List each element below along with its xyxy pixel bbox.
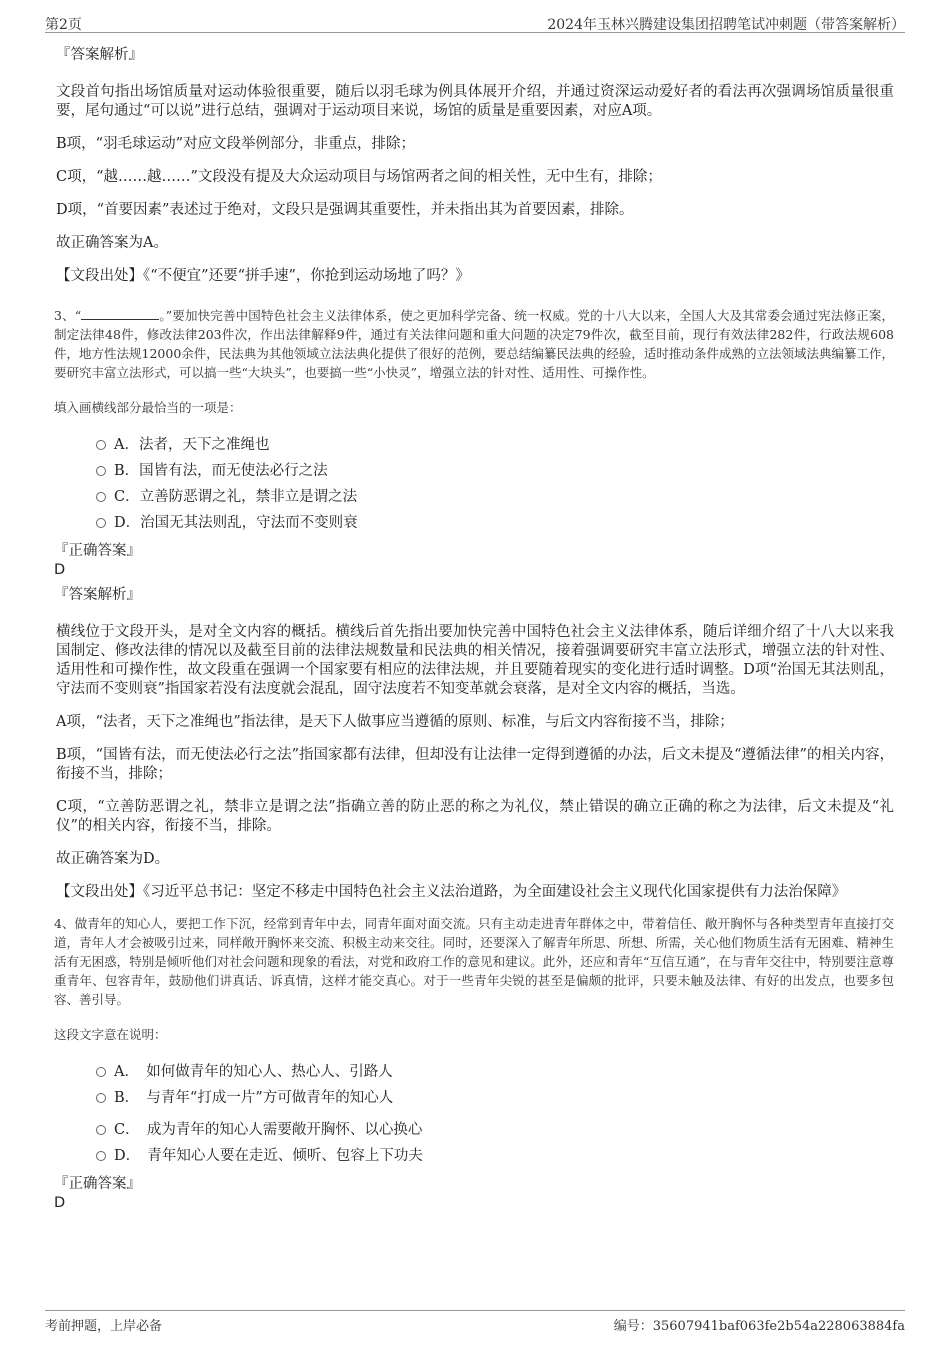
footer-slogan: 考前押题，上岸必备 bbox=[45, 1319, 163, 1334]
q4-option-d[interactable]: D． 青年知心人要在走近、倾听、包容上下功夫 bbox=[96, 1143, 894, 1169]
page-footer bbox=[45, 1310, 905, 1333]
q4-prompt: 这段文字意在说明： bbox=[54, 1027, 167, 1042]
q3-source: 【文段出处】《习近平总书记：坚定不移走中国特色社会主义法治道路，为全面建设社会主义现代化国家提供有力法治保障》 bbox=[56, 884, 847, 900]
q3-option-a[interactable]: A．法者，天下之准绳也 bbox=[96, 432, 894, 458]
radio-icon[interactable] bbox=[96, 518, 106, 528]
q3-option-c[interactable]: C．立善防恶谓之礼，禁非立是谓之法 bbox=[96, 484, 894, 510]
radio-icon[interactable] bbox=[96, 1093, 106, 1103]
q4-answer: D bbox=[54, 1195, 66, 1211]
q4-option-b[interactable]: B． 与青年“打成一片”方可做青年的知心人 bbox=[96, 1085, 894, 1111]
q3-option-b[interactable]: B．国皆有法，而无使法必行之法 bbox=[96, 458, 894, 484]
q4-option-c[interactable]: C． 成为青年的知心人需要敞开胸怀、以心换心 bbox=[96, 1117, 894, 1143]
q4-option-a[interactable]: A． 如何做青年的知心人、热心人、引路人 bbox=[96, 1059, 894, 1085]
q3-answer: D bbox=[54, 562, 66, 578]
radio-icon[interactable] bbox=[96, 492, 106, 502]
radio-icon[interactable] bbox=[96, 1125, 106, 1135]
q3-options bbox=[96, 432, 894, 536]
q2-analysis-d: D项，“首要因素”表述过于绝对，文段只是强调其重要性，并未指出其为首要因素，排除。 bbox=[56, 202, 634, 218]
q3-analysis-c: C项，“立善防恶谓之礼，禁非立是谓之法”指确立善的防止恶的称之为礼仪，禁止错误的确立正确的称之为法律，后文未提及“礼仪”的相关内容，衔接不当，排除。 bbox=[56, 799, 894, 834]
q2-conclusion: 故正确答案为A。 bbox=[56, 235, 168, 251]
document-body bbox=[56, 46, 894, 1213]
q3-analysis-b: B项，“国皆有法，而无使法必行之法”指国家都有法律，但却没有让法律一定得到遵循的办法，后文未提及“遵循法律”的相关内容，衔接不当，排除； bbox=[56, 747, 894, 782]
document-title: 2024年玉林兴腾建设集团招聘笔试冲刺题（带答案解析） bbox=[547, 17, 905, 33]
q3-analysis-label: 『答案解析』 bbox=[54, 587, 141, 603]
radio-icon[interactable] bbox=[96, 1067, 106, 1077]
q2-analysis-b: B项，“羽毛球运动”对应文段举例部分，非重点，排除； bbox=[56, 136, 415, 152]
q2-analysis-c: C项，“越……越……”文段没有提及大众运动项目与场馆两者之间的相关性，无中生有，排除； bbox=[56, 169, 662, 185]
q3-analysis-main: 横线位于文段开头，是对全文内容的概括。横线后首先指出要加快完善中国特色社会主义法律体系，随后详细介绍了十八大以来我国制定、修改法律的情况以及截至目前的法律法规数量和民法典的相关情况，接着强调要研究丰富立法形式，增强立法的针对性、适用性和可操作性，故文段重在强调一个国家要有相应的法律法规，并且要随着现实的变化进行适时调整。D项“治国无其法则乱，守法而不变则衰”指国家若没有法度就会混乱，固守法度若不知变革就会衰落，是对全文内容的概括，当选。 bbox=[56, 624, 894, 697]
footer-id: 编号：35607941baf063fe2b54a228063884fa bbox=[613, 1319, 905, 1334]
q3-analysis-a: A项，“法者，天下之准绳也”指法律，是天下人做事应当遵循的原则、标准，与后文内容衔接不当，排除； bbox=[56, 714, 734, 730]
q2-source: 【文段出处】《“不便宜”还要“拼手速”，你抢到运动场地了吗？》 bbox=[56, 268, 470, 284]
q3-prompt: 填入画横线部分最恰当的一项是： bbox=[54, 400, 242, 415]
q3-answer-label: 『正确答案』 bbox=[54, 543, 141, 559]
q3-stem: 3、“ 。”要加快完善中国特色社会主义法律体系，使之更加科学完备、统一权威。党的十八大以来，全国人大及其常委会通过宪法修正案，制定法律48件，修改法律203件次，作出法律解释9件，通过有关法律问题和重大问题的决定79件次，截至目前，现行有效法律282件，行政法规608件，地方性法规12000余件，民法典为其他领域立法法典化提供了很好的范例，要总结编纂民法典的经验，适时推动条件成熟的立法领域法典编纂工作，要研究丰富立法形式，可以搞一些“大块头”，也要搞一些“小快灵”，增强立法的针对性、适用性、可操作性。 bbox=[54, 308, 894, 380]
q2-analysis-label: 『答案解析』 bbox=[56, 47, 143, 63]
radio-icon[interactable] bbox=[96, 1151, 106, 1161]
page-header bbox=[45, 12, 905, 33]
q2-analysis-main: 文段首句指出场馆质量对运动体验很重要，随后以羽毛球为例具体展开介绍，并通过资深运动爱好者的看法再次强调场馆质量很重要，尾句通过“可以说”进行总结，强调对于运动项目来说，场馆的质量是重要因素，对应A项。 bbox=[56, 84, 894, 119]
q3-conclusion: 故正确答案为D。 bbox=[56, 851, 170, 867]
q3-option-d[interactable]: D．治国无其法则乱，守法而不变则衰 bbox=[96, 510, 894, 536]
page-number: 第2页 bbox=[45, 17, 82, 33]
q4-options bbox=[96, 1059, 894, 1169]
q4-answer-label: 『正确答案』 bbox=[54, 1176, 141, 1192]
q4-stem: 4、做青年的知心人，要把工作下沉，经常到青年中去，同青年面对面交流。只有主动走进青年群体之中，带着信任、敞开胸怀与各种类型青年直接打交道，青年人才会被吸引过来，同样敞开胸怀来交流、积极主动来交往。同时，还要深入了解青年所思、所想、所需，关心他们物质生活有无困难、精神生活有无困惑，特别是倾听他们对社会问题和现象的看法，对党和政府工作的意见和建议。此外，还应和青年“互信互通”，在与青年交往中，特别要注意尊重青年、包容青年，鼓励他们讲真话、诉真情，这样才能交真心。对于一些青年尖锐的甚至是偏颇的批评，只要未触及法律、有好的出发点，也要多包容、善引导。 bbox=[54, 916, 894, 1007]
q3-blank bbox=[81, 307, 159, 320]
radio-icon[interactable] bbox=[96, 440, 106, 450]
radio-icon[interactable] bbox=[96, 466, 106, 476]
